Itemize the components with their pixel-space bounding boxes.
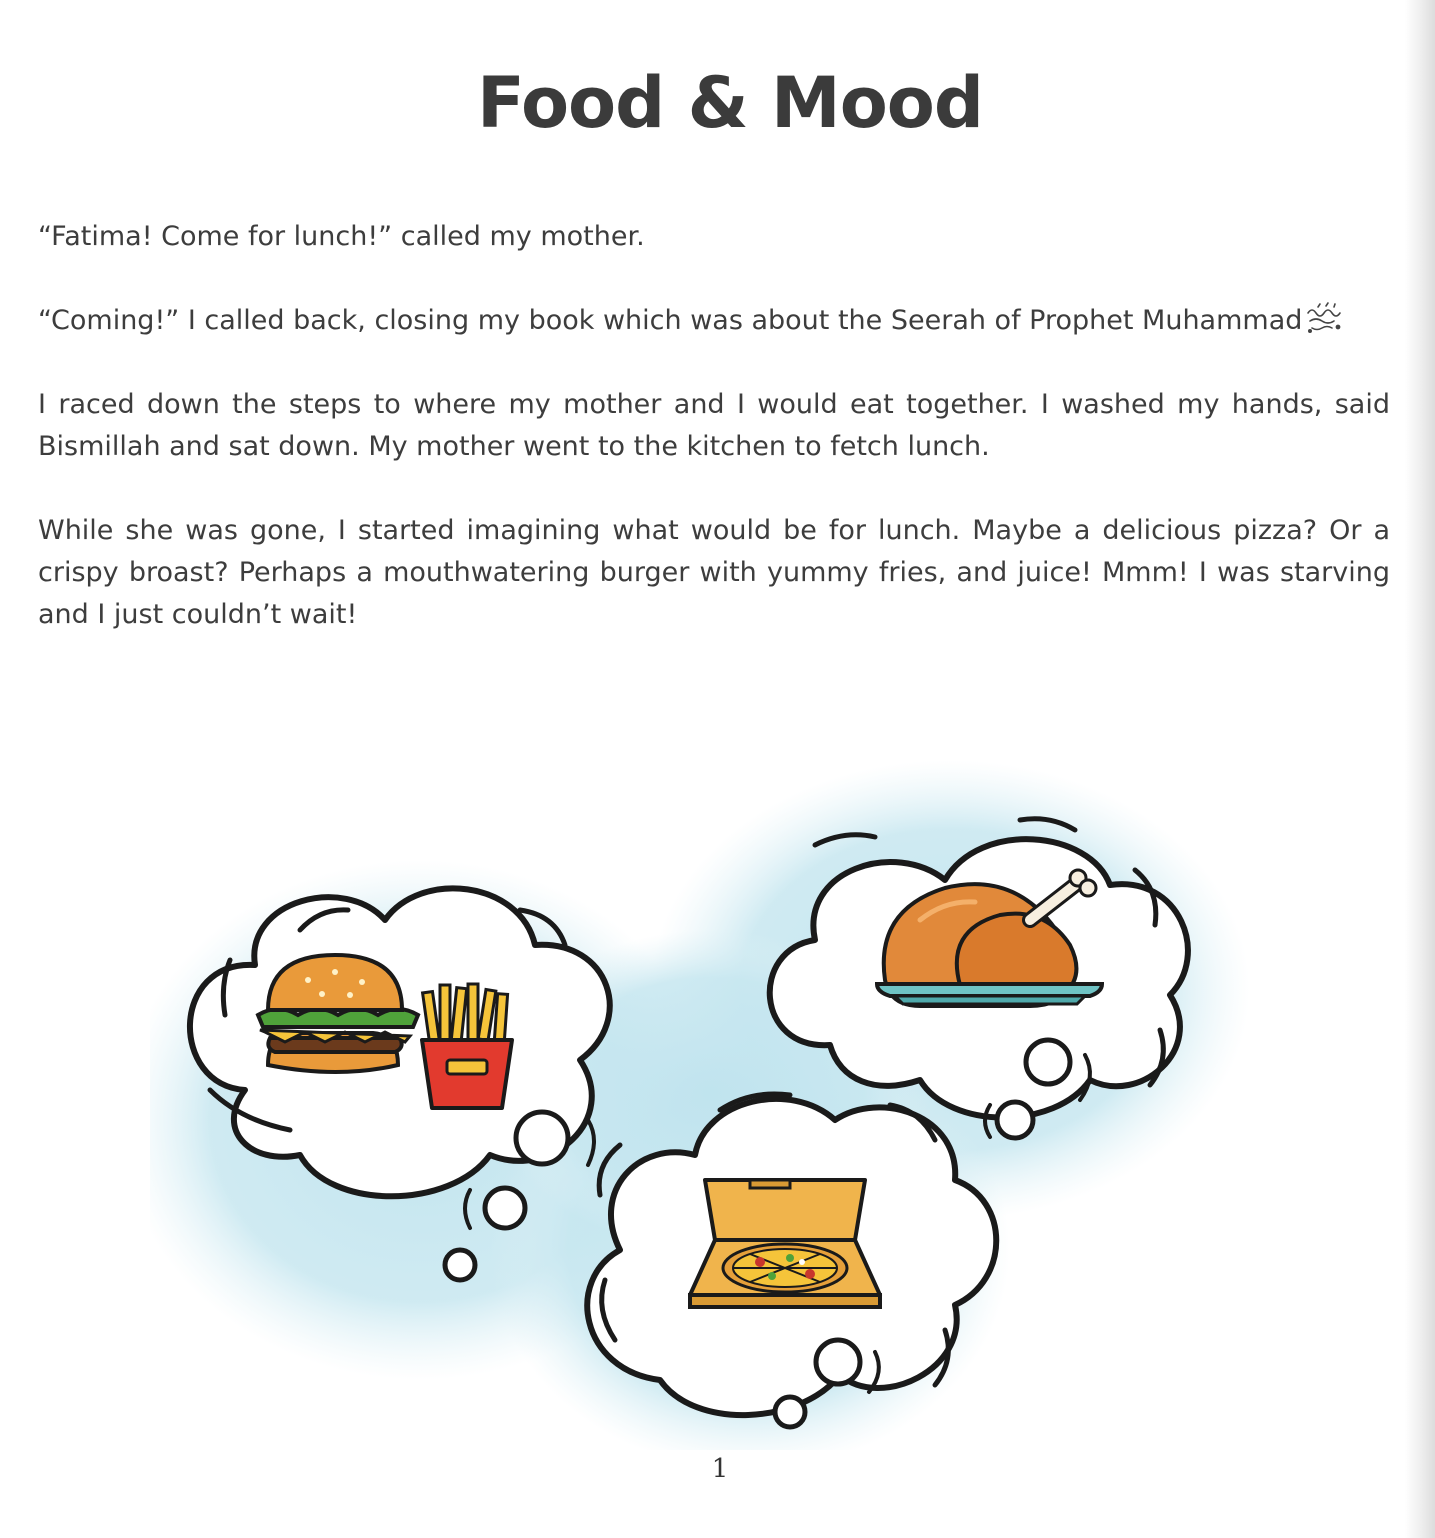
page-title: Food & Mood bbox=[476, 62, 983, 144]
fries-icon bbox=[422, 984, 512, 1108]
paragraph-4: While she was gone, I started imagining what would be for lunch. Maybe a delicious pizza? Or a crispy broast? Perhaps a mouthwatering burger with yummy fries, and juice! Mmm! I was starving and I just couldn’t wait! bbox=[38, 515, 1390, 630]
paragraph-1: “Fatima! Come for lunch!” called my mother. bbox=[38, 221, 645, 252]
food-thought-bubbles-illustration bbox=[150, 760, 1280, 1450]
page-number: 1 bbox=[711, 1454, 729, 1484]
page-edge bbox=[1405, 0, 1435, 1538]
paragraph-2 bbox=[38, 300, 1390, 342]
paragraph-2-text: “Coming!” I called back, closing my book which was about the Seerah of Prophet Muhammad bbox=[38, 305, 1303, 336]
pizza-box-icon bbox=[690, 1180, 880, 1307]
paragraph-3: I raced down the steps to where my mother and I would eat together. I washed my hands, said Bismillah and sat down. My mother went to the kitchen to fetch lunch. bbox=[38, 389, 1390, 462]
salawat-glyph-icon bbox=[1304, 301, 1344, 335]
platter-icon bbox=[877, 984, 1102, 1004]
